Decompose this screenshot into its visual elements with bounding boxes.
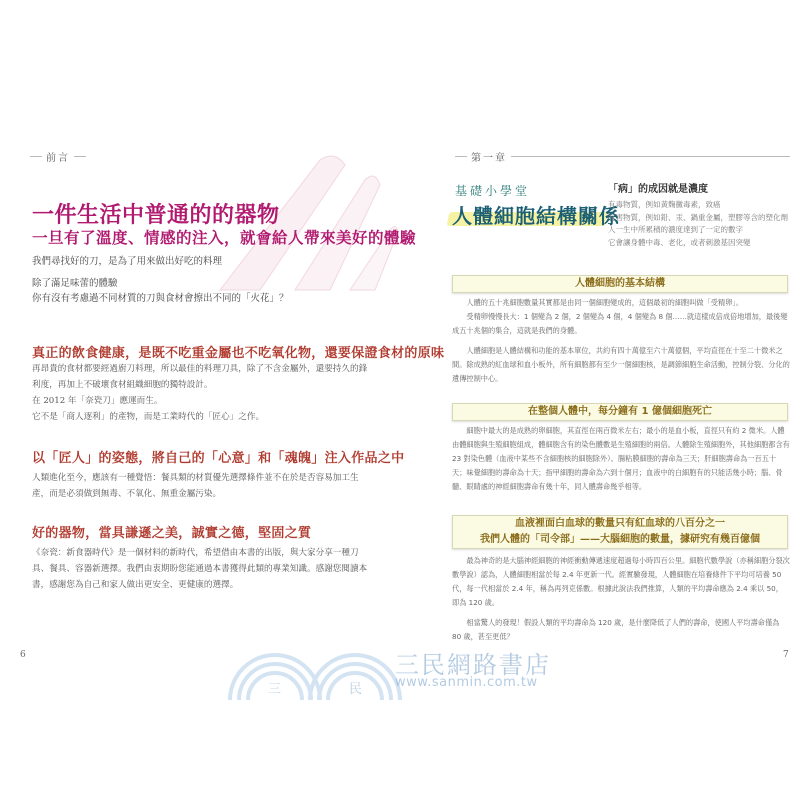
box-body xyxy=(452,296,790,392)
side-note-line: 它會讓身體中毒、老化，或者刺激基因突變 xyxy=(608,237,751,247)
intro-line: 我們尋找好的刀，是為了用來做出好吃的料理 xyxy=(32,256,223,267)
paragraph: 人類進化至今，應該有一種覺悟：餐具類的材質優先選擇條件並不在於是否容易加工生產，而是必須做到無毒、不氧化、無重金屬污染。 xyxy=(32,473,359,499)
chapter-title: 人體細胞結構關係 xyxy=(452,204,620,228)
box-title-text: 在整個人體中，每分鐘有 1 億個細胞死亡 xyxy=(528,406,712,417)
paragraph: 人體細胞是人體結構和功能的基本單位，共約有四十萬億至六十萬億個，平均直徑在十至二十微米之間。除成熟的紅血球和血小板外，所有細胞都有至少一個細胞核，是調節細胞生命活動，控制分裂、分化的遺傳控制中心。 xyxy=(452,346,790,383)
side-note-line: 有毒物質，例如黃麴黴毒素，致癌 xyxy=(608,200,721,209)
box-title-text: 我們人體的「司令部」——大腦細胞的數量，據研究有幾百億個 xyxy=(480,534,760,545)
side-note xyxy=(608,180,788,249)
paragraph: 受精卵慢慢長大：1 個變為 2 個，2 個變為 4 個，4 個變為 8 個……就這樣成倍成倍地增加，最後變成五十兆個的集合，這就是我們的身體。 xyxy=(452,312,788,335)
side-note-line: 人一生中所累積的濃度達到了一定的數字 xyxy=(608,225,743,234)
section-heading: 以「匠人」的姿態，將自己的「心意」和「魂魄」注入作品之中 xyxy=(32,451,405,466)
intro-line: 除了滿足味蕾的體驗 xyxy=(32,278,118,289)
paragraph: 在 2012 年「奈瓷刀」應運而生。 xyxy=(32,396,163,406)
paragraph: 《奈瓷：新食器時代》是一個材料的新時代，希望借由本書的出版，與大家分享一種刀具、餐具、容器新選擇。我們由衷期盼您能通過本書獲得此類的專業知識。感謝您閱讀本書，感謝您為自己和家人做出更安全、更健康的選擇。 xyxy=(32,548,368,590)
section-body xyxy=(32,361,372,425)
section-heading: 真正的飲食健康，是既不吃重金屬也不吃氧化物，還要保證食材的原味 xyxy=(32,346,445,361)
box-title-text: 人體細胞的基本結構 xyxy=(575,278,665,289)
page-number-right: 7 xyxy=(783,650,789,660)
section-body xyxy=(32,545,372,593)
watermark-char: 民 xyxy=(349,682,363,697)
chapter-title-block xyxy=(452,200,620,229)
section-body xyxy=(32,470,372,502)
section-label-text: 前言 xyxy=(46,153,70,164)
watermark-url: www.sanmin.com.tw xyxy=(395,675,538,690)
intro-line: 你有沒有考慮過不同材質的刀與食材會擦出不同的「火花」？ xyxy=(32,293,289,304)
box-title xyxy=(452,403,788,421)
paragraph: 再昂貴的食材都要經過廚刀料理，所以最佳的料理刀具，除了不含金屬外，還要持久的鋒利度，再加上不破壞食材組織細胞的獨特設計。 xyxy=(32,364,368,390)
box-title-text: 血液裡面白血球的數量只有紅血球的八百分之一 xyxy=(515,518,725,529)
paragraph: 相當驚人的發現！假設人類的平均壽命為 120 歲，是什麼降低了人們的壽命，使國人平均壽命僅為 80 歲，甚至更低？ xyxy=(452,618,780,641)
section-heading: 好的器物，當具謙遜之美，誠實之德，堅固之質 xyxy=(32,526,312,541)
side-note-line: 有害物質，例如鉛、汞、鍋重金屬，塑膠等含的塑化劑 xyxy=(608,212,788,222)
paragraph: 最為神奇的是大腦神經細胞的神經衝動傳遞速度超過每小時四百公里。細胞代數學說（亦稱細胞分裂次數學說）認為，人體細胞相當於每 2.4 年更新一代。經實驗發現，人體細胞在培養條件下平均可培養 50 代，每一代相當於 2.4 年，稱為再列克係數。根據此說法我們推算，人類的平均壽命應為 2.4 乘以 50，即為 120 歲。 xyxy=(452,556,790,607)
side-note-title: 「病」的成因就是濃度 xyxy=(608,184,708,195)
kicker-label: 基礎小學堂 xyxy=(455,184,531,198)
watermark-name: 三民網路書店 xyxy=(395,651,551,679)
page-subtitle: 一旦有了溫度、情感的注入，就會給人帶來美好的體驗 xyxy=(32,228,417,247)
box-title xyxy=(452,515,788,549)
paragraph: 它不是「商人逐利」的產物，而是工業時代的「匠心」之作。 xyxy=(32,412,265,422)
box-body xyxy=(452,424,790,500)
box-body xyxy=(452,554,790,650)
page-title: 一件生活中普通的的器物 xyxy=(32,202,280,228)
box-title xyxy=(452,275,788,293)
section-label-preface xyxy=(30,149,86,164)
section-label-text: 第一章 xyxy=(471,153,507,164)
page-number-left: 6 xyxy=(20,650,26,660)
paragraph: 人體的五十兆細胞數量其實都是由同一個細胞變成的，這個最初的細胞叫做「受精卵」。 xyxy=(466,298,744,307)
paragraph: 細胞中最大的是成熟的卵細胞，其直徑在兩百微米左右；最小的是血小板，直徑只有約 2 微米。人體由體細胞與生殖細胞組成，體細胞含有的染色體數是生殖細胞的兩倍。人體除生殖細胞外，其他細胞都含有 23 對染色體（血液中某些不含細胞核的細胞除外）。腸粘膜細胞的壽命為三天；肝細胞壽命為一百五十天；味覺細胞的壽命為十天；指甲細胞的壽命為六到十個月；血液中的白細胞有的只能活幾小時；腦、骨髓、眼睛處的神經細胞壽命有幾十年，同人體壽命幾乎相等。 xyxy=(452,426,790,491)
section-label-chapter xyxy=(455,149,790,164)
watermark-char: 三 xyxy=(268,682,282,697)
